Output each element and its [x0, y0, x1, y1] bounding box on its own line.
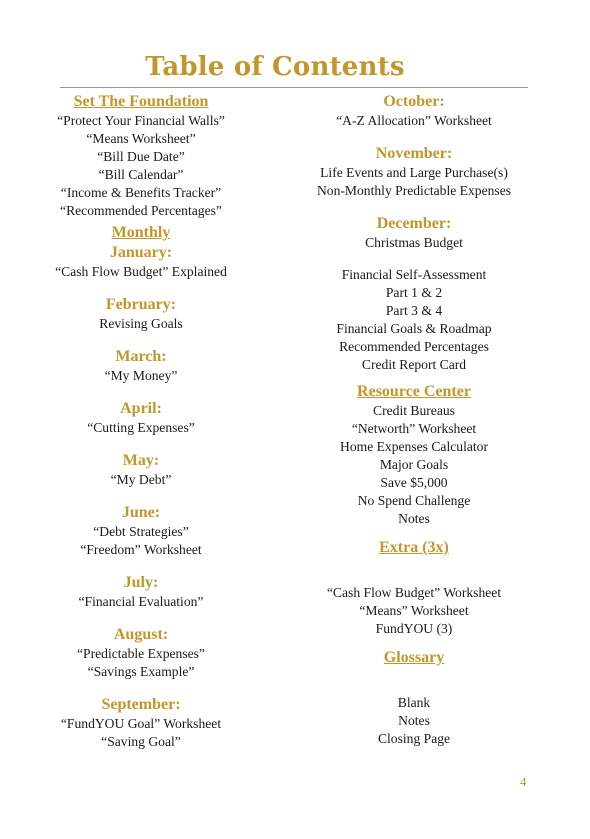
- section-heading-foundation[interactable]: Set The Foundation: [73, 93, 209, 110]
- toc-entry[interactable]: Save $5,000: [380, 475, 448, 490]
- section-heading-resource-center[interactable]: Resource Center: [357, 383, 471, 400]
- toc-entry[interactable]: Revising Goals: [99, 316, 183, 331]
- month-heading-february: February:: [105, 296, 177, 313]
- toc-entry[interactable]: “A-Z Allocation” Worksheet: [336, 113, 492, 128]
- toc-entry[interactable]: Part 1 & 2: [385, 285, 443, 300]
- toc-entry[interactable]: Home Expenses Calculator: [340, 439, 488, 454]
- month-heading-june: June:: [121, 504, 161, 521]
- toc-entry[interactable]: Notes: [398, 713, 430, 728]
- toc-entry[interactable]: “Bill Calendar”: [98, 167, 184, 182]
- month-heading-march: March:: [115, 348, 167, 365]
- month-heading-august: August:: [113, 626, 169, 643]
- title-divider: [60, 87, 528, 88]
- toc-entry[interactable]: “Freedom” Worksheet: [80, 542, 202, 557]
- section-heading-glossary[interactable]: Glossary: [383, 649, 445, 666]
- toc-entry[interactable]: “Bill Due Date”: [97, 149, 185, 164]
- page-number: 4: [520, 774, 527, 789]
- toc-entry[interactable]: “Recommended Percentages”: [60, 203, 222, 218]
- toc-entry[interactable]: No Spend Challenge: [357, 493, 471, 508]
- toc-entry[interactable]: “Means Worksheet”: [86, 131, 196, 146]
- right-column: [300, 92, 528, 748]
- toc-entry[interactable]: Credit Bureaus: [373, 403, 455, 418]
- toc-entry[interactable]: “Saving Goal”: [101, 734, 181, 749]
- toc-entry[interactable]: “Debt Strategies”: [93, 524, 189, 539]
- month-heading-january: January:: [109, 244, 173, 261]
- month-heading-september: September:: [101, 696, 181, 713]
- section-heading-extra[interactable]: Extra (3x): [379, 539, 449, 556]
- toc-entry[interactable]: “Predictable Expenses”: [77, 646, 205, 661]
- toc-entry[interactable]: “Means” Worksheet: [359, 603, 469, 618]
- toc-entry[interactable]: Notes: [398, 511, 430, 526]
- toc-entry[interactable]: Financial Goals & Roadmap: [336, 321, 492, 336]
- toc-entry[interactable]: “Cash Flow Budget” Explained: [55, 264, 227, 279]
- toc-entry[interactable]: “Cutting Expenses”: [87, 420, 195, 435]
- toc-entry[interactable]: “FundYOU Goal” Worksheet: [60, 716, 222, 731]
- month-heading-december: December:: [376, 215, 452, 232]
- toc-entry[interactable]: Blank: [397, 695, 431, 710]
- toc-entry[interactable]: Credit Report Card: [361, 357, 467, 372]
- toc-entry[interactable]: “My Debt”: [110, 472, 172, 487]
- toc-entry[interactable]: “My Money”: [104, 368, 178, 383]
- toc-entry[interactable]: FundYOU (3): [375, 621, 453, 636]
- toc-entry[interactable]: Non-Monthly Predictable Expenses: [316, 183, 512, 198]
- month-heading-april: April:: [120, 400, 162, 417]
- section-heading-monthly[interactable]: Monthly: [111, 224, 171, 241]
- page-title: Table of Contents: [145, 52, 405, 82]
- toc-entry[interactable]: “Financial Evaluation”: [78, 594, 204, 609]
- month-heading-july: July:: [123, 574, 159, 591]
- toc-entry[interactable]: “Networth” Worksheet: [351, 421, 477, 436]
- toc-entry[interactable]: Closing Page: [377, 731, 451, 746]
- toc-entry[interactable]: “Cash Flow Budget” Worksheet: [326, 585, 502, 600]
- toc-entry[interactable]: Recommended Percentages: [339, 339, 489, 354]
- toc-entry[interactable]: “Protect Your Financial Walls”: [57, 113, 225, 128]
- toc-entry[interactable]: Part 3 & 4: [385, 303, 443, 318]
- toc-entry[interactable]: Financial Self-Assessment: [341, 267, 487, 282]
- month-heading-october: October:: [383, 93, 445, 110]
- toc-entry[interactable]: Christmas Budget: [365, 235, 463, 250]
- month-heading-november: November:: [375, 145, 453, 162]
- toc-entry[interactable]: Life Events and Large Purchase(s): [320, 165, 508, 180]
- left-column: [30, 92, 252, 751]
- toc-entry[interactable]: “Income & Benefits Tracker”: [60, 185, 222, 200]
- toc-entry[interactable]: “Savings Example”: [87, 664, 195, 679]
- toc-entry[interactable]: Major Goals: [379, 457, 449, 472]
- month-heading-may: May:: [122, 452, 160, 469]
